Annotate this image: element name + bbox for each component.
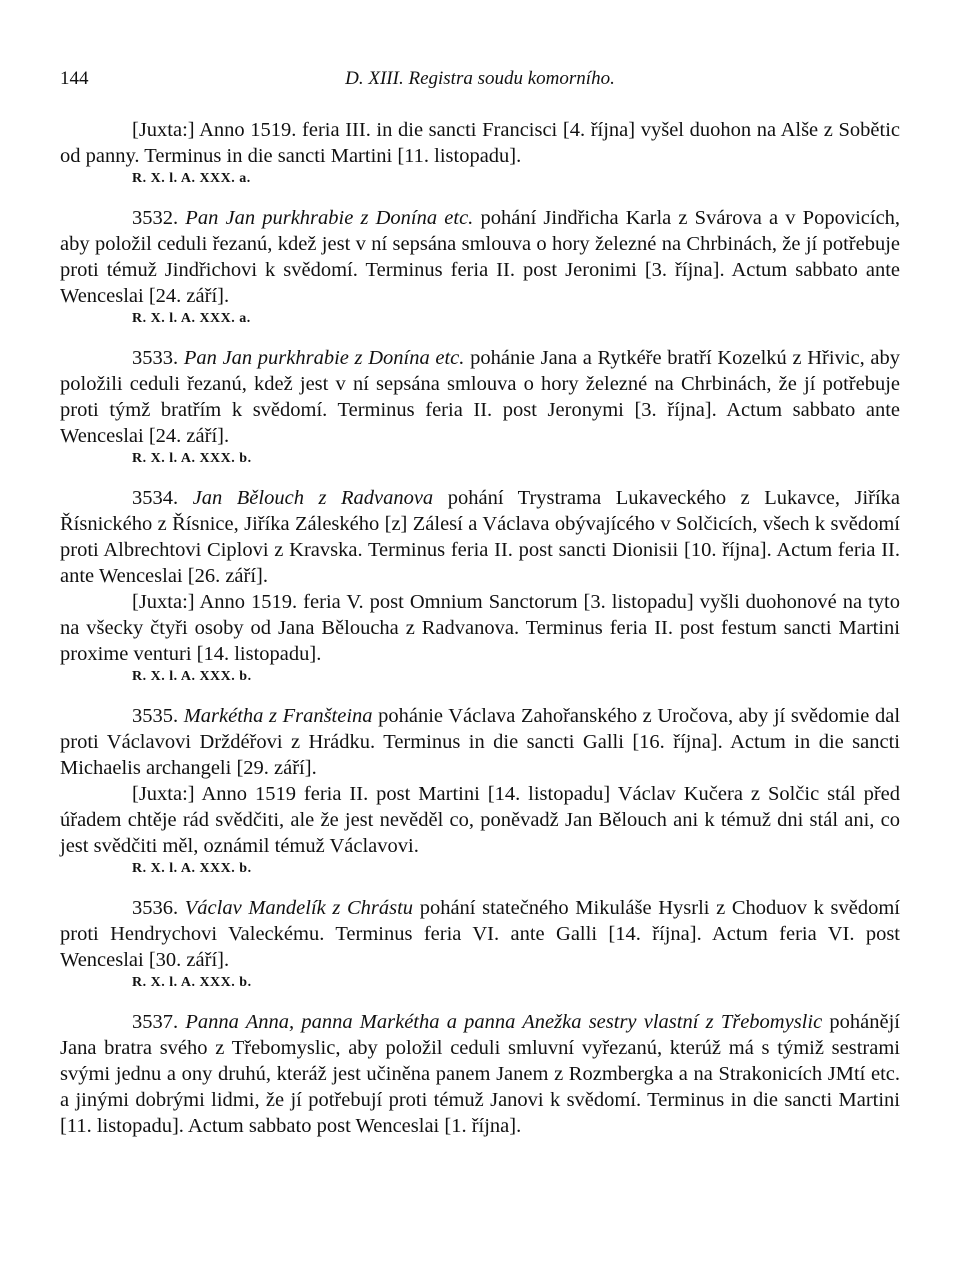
entry (60, 485, 900, 687)
entry-text: pohánie Jana a Rytkéře bratří Kozelkú z Hřivic, aby položili ceduli řezanú, kdež jest v ní sepsána smlouva o hory železné na Chrbinách, že jí potřebuje proti týmž bratřím k svědomí. Terminus feria II. post Jeronymi [3. října]. Actum sabbato ante Wenceslai [24. září]. (60, 347, 901, 447)
entry-text: pohánie Václava Zahořanského z Uročova, aby jí svědomie dal proti Václavovi Drždéřovi z Hrádku. Terminus in die sancti Galli [16. října]. Actum in die sancti Michaelis archangeli [29. září]. (60, 705, 901, 779)
entry-paragraph (60, 589, 900, 667)
entry-number: 3534. (132, 487, 179, 509)
archive-reference: R. X. l. A. XXX. b. (132, 669, 252, 684)
entry-party-name: Václav Mandelík z Chrástu (184, 897, 414, 919)
entry-number: 3535. (132, 705, 179, 727)
entry (60, 205, 900, 329)
entry-paragraph (60, 703, 900, 781)
archive-reference: R. X. l. A. XXX. a. (132, 311, 251, 326)
archive-reference: R. X. l. A. XXX. a. (132, 171, 251, 186)
entry-paragraph (60, 117, 900, 169)
document-body (60, 117, 900, 1139)
entry-paragraph (60, 1009, 900, 1139)
entry-number: 3533. (132, 347, 179, 369)
entry-paragraph (60, 485, 900, 589)
entry-number: 3537. (132, 1011, 179, 1033)
entry-party-name: Jan Bělouch z Radvanova (192, 487, 434, 509)
entry-paragraph (60, 895, 900, 973)
archive-reference: R. X. l. A. XXX. b. (132, 975, 252, 990)
entry-text: [Juxta:] Anno 1519. feria III. in die sancti Francisci [4. října] vyšel duohon na Alše z Sobětic od panny. Terminus in die sancti Martini [11. listopadu]. (60, 119, 900, 167)
entry-number: 3532. (132, 207, 179, 229)
entry-text: pohání Trystrama Lukaveckého z Lukavce, Jiříka Řísnického z Řísnice, Jiříka Záleského [z] Zálesí a Václava obývajícého v Solčicích, všech k svědomí proti Albrechtovi Ciplovi z Kravska. Terminus feria II. post sancti Dionisii [10. října]. Actum feria II. ante Wenceslai [26. září]. (60, 487, 901, 587)
entry-party-name: Markétha z Franšteina (183, 705, 373, 727)
entry-paragraph (60, 781, 900, 859)
entry-party-name: Pan Jan purkhrabie z Donína etc. (185, 207, 474, 229)
page-header (60, 66, 900, 96)
entry-paragraph (60, 345, 900, 449)
entry-number: 3536. (132, 897, 179, 919)
entry-text: [Juxta:] Anno 1519 feria II. post Martini [14. listopadu] Václav Kučera z Solčic stál před úřadem chtěje rád svědčiti, ale že jest nevěděl co, poněvadž Jan Bělouch ani k témuž dni stál ani, co jest svědčiti měl, oznámil témuž Václavovi. (60, 783, 900, 857)
entry-text: pohánějí Jana bratra svého z Třebomyslic, aby položil ceduli smluvní vyřezanú, kterúž má s týmiž sestrami svými jednu a ony druhú, kteráž jest učiněna panem Janem z Rozmbergka a na Strakonicích JMtí etc. a jinými dobrými lidmi, že jí potřebují proti témuž Janovi k svědomí. Terminus in die sancti Martini [11. listopadu]. Actum sabbato post Wenceslai [1. října]. (60, 1011, 900, 1137)
entry-text: pohání statečného Mikuláše Hysrli z Choduov k svědomí proti Hendrychovi Valeckému. Terminus feria VI. ante Galli [14. října]. Actum feria VI. post Wenceslai [30. září]. (60, 897, 901, 971)
archive-reference: R. X. l. A. XXX. b. (132, 861, 252, 876)
entry-party-name: Pan Jan purkhrabie z Donína etc. (183, 347, 465, 369)
entry (60, 1009, 900, 1139)
entry (60, 345, 900, 469)
entry (60, 703, 900, 879)
entry (60, 117, 900, 189)
entry-text: pohání Jindřicha Karla z Svárova a v Popovicích, aby položil ceduli řezanú, kdež jest v ní sepsána smlouva o hory železné na Chrbinách, že jí potřebuje proti témuž Jindřichovi k svědomí. Terminus feria II. post Jeronimi [3. října]. Actum sabbato ante Wenceslai [24. září]. (60, 207, 901, 307)
page-number: 144 (60, 68, 89, 89)
entry-paragraph (60, 205, 900, 309)
archive-reference: R. X. l. A. XXX. b. (132, 451, 252, 466)
entry (60, 895, 900, 993)
entry-party-name: Panna Anna, panna Markétha a panna Anežka sestry vlastní z Třebomyslic (185, 1011, 823, 1033)
running-title: D. XIII. Registra soudu komorního. (345, 68, 615, 89)
entry-text: [Juxta:] Anno 1519. feria V. post Omnium Sanctorum [3. listopadu] vyšli duohonové na tyto na všecky čtyři osoby od Jana Běloucha z Radvanova. Terminus feria II. post festum sancti Martini proxime venturi [14. listopadu]. (60, 591, 900, 665)
